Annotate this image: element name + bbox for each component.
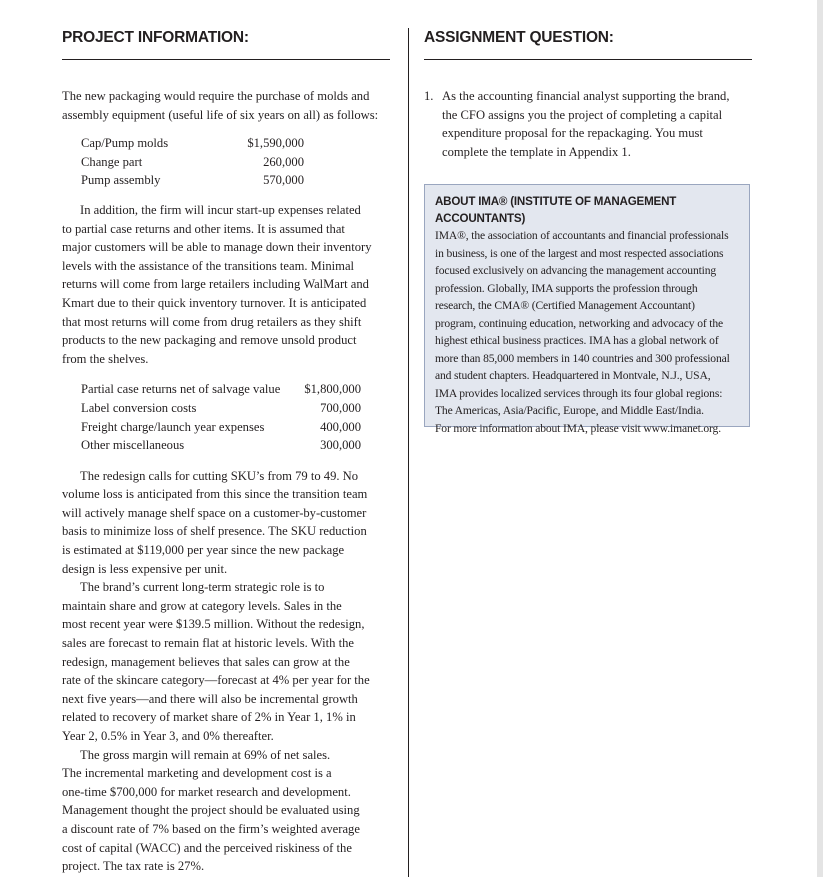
text-line: For more information about IMA, please visit www.imanet.org. [435, 421, 721, 435]
expense-item: Label conversion costs [81, 400, 197, 415]
text-line: assembly equipment (useful life of six years on all) as follows: [62, 107, 379, 122]
text-line: major customers will be able to manage down their inventory [62, 240, 372, 255]
text-line: Kmart due to their quick inventory turnover. It is anticipated [62, 295, 367, 310]
question-number: 1. [424, 89, 434, 103]
strategy-paragraph [62, 578, 390, 745]
text-line: cost of capital (WACC) and the perceived riskiness of the [62, 840, 352, 855]
marketing-paragraph [62, 764, 390, 876]
project-information-column [62, 28, 390, 876]
text-line: sales are forecast to remain flat at historic levels. With the [62, 636, 354, 651]
question-item [424, 87, 752, 161]
expense-amount: 700,000 [320, 400, 361, 415]
text-line: one-time $700,000 for market research and development. [62, 784, 351, 799]
question-list [424, 87, 752, 161]
text-line: expenditure proposal for the repackaging. You must [442, 126, 703, 141]
text-line: returns will come from large retailers including WalMart and [62, 277, 369, 292]
table-row [81, 153, 304, 172]
assignment-question-column [424, 28, 752, 161]
text-line: a discount rate of 7% based on the firm’s weighted average [62, 821, 360, 836]
text-line: is estimated at $119,000 per year since the new package [62, 543, 345, 558]
equipment-amount: $1,590,000 [247, 136, 304, 151]
text-line: design is less expensive per unit. [62, 561, 228, 576]
text-line: The redesign calls for cutting SKU’s from 79 to 49. No [80, 468, 359, 483]
text-line: maintain share and grow at category levels. Sales in the [62, 598, 342, 613]
text-line: basis to minimize loss of shelf presence. The SKU reduction [62, 524, 367, 539]
text-line: in business, is one of the largest and most respected associations [435, 246, 724, 260]
expense-amount: $1,800,000 [304, 382, 361, 397]
table-row [81, 134, 304, 153]
text-line: that most returns will come from drug retailers as they shift [62, 314, 362, 329]
startup-expenses-table [81, 380, 361, 454]
equipment-amount: 570,000 [263, 173, 304, 188]
text-line: In addition, the firm will incur start-up expenses related [80, 202, 361, 217]
heading-rule [424, 59, 752, 60]
about-ima-title: ABOUT IMA® (INSTITUTE OF MANAGEMENT ACCOUNTANTS) [435, 195, 677, 225]
text-line: project. The tax rate is 27%. [62, 859, 205, 874]
text-line: IMA provides localized services through its four global regions: [435, 386, 723, 400]
column-divider [408, 28, 409, 877]
equipment-item: Change part [81, 154, 143, 169]
table-row [81, 436, 361, 455]
text-line: most recent year were $139.5 million. Without the redesign, [62, 617, 365, 632]
expense-amount: 300,000 [320, 438, 361, 453]
text-line: next five years—and there will also be incremental growth [62, 691, 358, 706]
text-line: highest ethical business practices. IMA has a global network of [435, 334, 719, 347]
intro-paragraph [62, 87, 390, 124]
text-line: The incremental marketing and development cost is a [62, 766, 332, 781]
about-ima-body [435, 227, 741, 437]
table-row [81, 380, 361, 399]
equipment-table [81, 134, 304, 190]
expense-item: Other miscellaneous [81, 438, 185, 453]
expense-item: Partial case returns net of salvage value [81, 382, 281, 397]
text-line: more than 85,000 members in 140 countries and 300 professional [435, 351, 730, 365]
page-edge [817, 0, 823, 877]
text-line: complete the template in Appendix 1. [442, 144, 631, 159]
text-line: levels with the assistance of the transitions team. Minimal [62, 258, 355, 273]
startup-paragraph [62, 201, 390, 368]
text-line: profession. Globally, IMA supports the profession through [435, 281, 698, 295]
text-line: IMA®, the association of accountants and financial professionals [435, 229, 729, 242]
equipment-item: Pump assembly [81, 173, 161, 188]
text-line: Management thought the project should be evaluated using [62, 803, 360, 818]
table-row [81, 171, 304, 190]
text-line: rate of the skincare category—forecast at 4% per year for the [62, 673, 370, 688]
text-line: As the accounting financial analyst supporting the brand, [442, 89, 730, 103]
expense-item: Freight charge/launch year expenses [81, 419, 265, 434]
equipment-amount: 260,000 [263, 154, 304, 169]
project-information-heading: PROJECT INFORMATION: [62, 29, 249, 46]
text-line: research, the CMA® (Certified Management Accountant) [435, 299, 695, 312]
text-line: The brand’s current long-term strategic role is to [80, 580, 325, 595]
text-line: focused exclusively on advancing the management accounting [435, 264, 717, 277]
text-line: redesign, management believes that sales can grow at the [62, 654, 350, 669]
text-line: program, continuing education, networking and advocacy of the [435, 316, 724, 330]
text-line: the CFO assigns you the project of completing a capital [442, 107, 723, 122]
assignment-question-heading: ASSIGNMENT QUESTION: [424, 29, 614, 46]
text-line: related to recovery of market share of 2% in Year 1, 1% in [62, 710, 356, 725]
text-line: The new packaging would require the purchase of molds and [62, 89, 370, 103]
about-ima-box [424, 184, 750, 435]
expense-amount: 400,000 [320, 419, 361, 434]
text-line: and student chapters. Headquartered in Montvale, N.J., USA, [435, 369, 711, 382]
equipment-item: Cap/Pump molds [81, 136, 169, 151]
gross-margin-line: The gross margin will remain at 69% of net sales. [80, 747, 331, 762]
heading-rule [62, 59, 390, 60]
text-line: products to the new packaging and remove unsold product [62, 333, 357, 348]
text-line: will actively manage shelf space on a customer-by-customer [62, 505, 367, 520]
text-line: volume loss is anticipated from this since the transition team [62, 487, 368, 502]
text-line: Year 2, 0.5% in Year 3, and 0% thereafter. [62, 729, 274, 743]
text-line: The Americas, Asia/Pacific, Europe, and Middle East/India. [435, 404, 704, 417]
sku-paragraph [62, 467, 390, 579]
table-row [81, 418, 361, 437]
text-line: from the shelves. [62, 351, 149, 366]
table-row [81, 399, 361, 418]
text-line: to partial case returns and other items. It is assumed that [62, 221, 345, 236]
